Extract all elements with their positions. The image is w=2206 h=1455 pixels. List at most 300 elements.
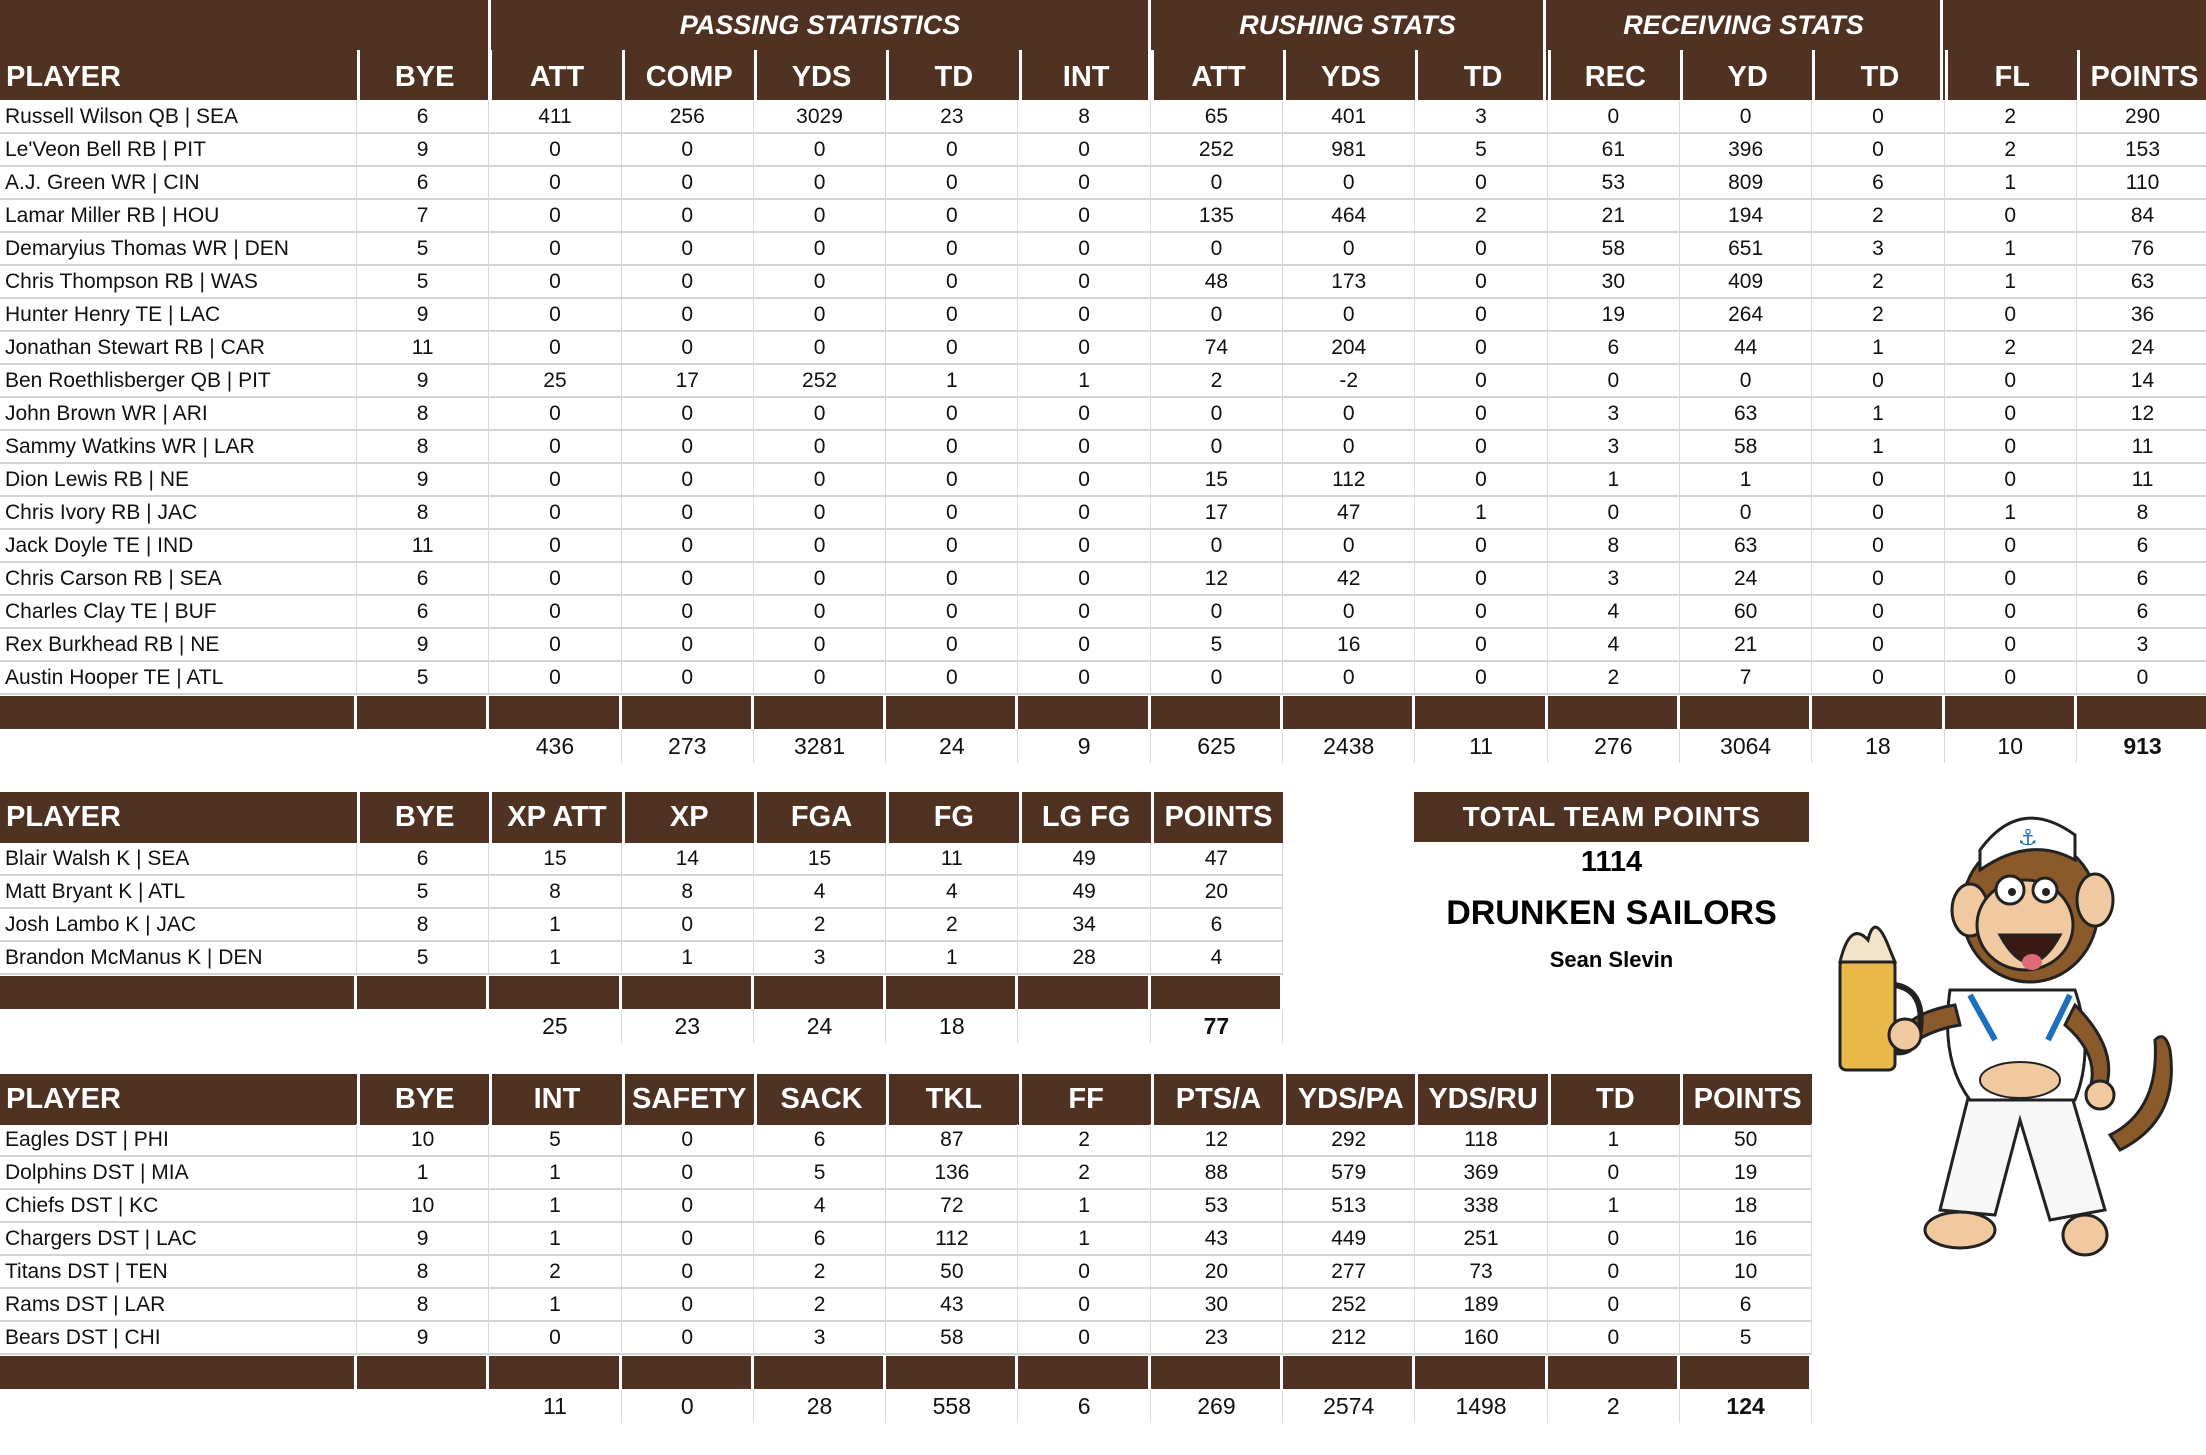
defense-col-header-sack[interactable]: SACK <box>754 1074 886 1125</box>
stat-cell: 0 <box>622 398 754 431</box>
stat-cell: 338 <box>1415 1190 1547 1223</box>
stat-cell: 1 <box>1548 464 1680 497</box>
stat-cell: 0 <box>489 497 621 530</box>
stat-cell: 0 <box>622 629 754 662</box>
stat-cell: 0 <box>1283 530 1415 563</box>
defense-col-header-td[interactable]: TD <box>1548 1074 1680 1125</box>
stat-cell: 9 <box>357 1223 489 1256</box>
stat-cell: 0 <box>886 200 1018 233</box>
stat-cell: 9 <box>357 1322 489 1355</box>
player-name-cell: Bears DST | CHI <box>0 1322 357 1355</box>
stat-cell: 1 <box>489 1223 621 1256</box>
defense-col-header-bye[interactable]: BYE <box>357 1074 489 1125</box>
column-total: 11 <box>1415 730 1547 763</box>
stat-cell: 0 <box>1945 563 2077 596</box>
kickers-table-row[interactable] <box>0 843 1283 876</box>
stat-cell: 5 <box>357 266 489 299</box>
separator-cell <box>1415 1356 1547 1389</box>
stat-cell: 0 <box>1415 365 1547 398</box>
player-name-cell: Dolphins DST | MIA <box>0 1157 357 1190</box>
rushing-group-label: RUSHING STATS <box>1150 0 1545 50</box>
stat-cell: 2 <box>1945 101 2077 134</box>
player-name-cell: A.J. Green WR | CIN <box>0 167 357 200</box>
offense-table-row[interactable] <box>0 332 2206 365</box>
stat-cell: 1 <box>489 1157 621 1190</box>
offense-col-header-td[interactable]: TD <box>1415 50 1547 100</box>
stat-cell: 0 <box>886 596 1018 629</box>
stat-cell: 0 <box>1151 596 1283 629</box>
stat-cell: 0 <box>1018 1289 1150 1322</box>
stat-cell: 290 <box>2077 101 2206 134</box>
stat-cell: 4 <box>754 876 886 909</box>
defense-col-header-int[interactable]: INT <box>489 1074 621 1125</box>
stat-cell: 87 <box>886 1124 1018 1157</box>
stat-cell: 2 <box>1548 662 1680 695</box>
column-total: 24 <box>886 730 1018 763</box>
offense-col-header-yd[interactable]: YD <box>1680 50 1812 100</box>
offense-col-header-bye[interactable]: BYE <box>357 50 489 100</box>
offense-col-header-yds[interactable]: YDS <box>1283 50 1415 100</box>
stat-cell: 49 <box>1018 876 1150 909</box>
stat-cell: 513 <box>1283 1190 1415 1223</box>
stat-cell: 0 <box>754 200 886 233</box>
stat-cell: 0 <box>1151 398 1283 431</box>
stat-cell: 0 <box>489 530 621 563</box>
stat-cell: 5 <box>1415 134 1547 167</box>
stat-cell: 9 <box>357 629 489 662</box>
stat-cell: 1 <box>622 942 754 975</box>
offense-table-row[interactable] <box>0 167 2206 200</box>
stat-cell: 47 <box>1283 497 1415 530</box>
stat-cell: 14 <box>2077 365 2206 398</box>
separator-cell <box>357 696 489 729</box>
stat-cell: 17 <box>622 365 754 398</box>
stat-cell: 8 <box>357 398 489 431</box>
stat-cell: 0 <box>1151 233 1283 266</box>
separator-cell <box>1945 696 2077 729</box>
stat-cell: 5 <box>357 876 489 909</box>
separator-cell <box>1151 976 1283 1009</box>
stat-cell: 0 <box>489 266 621 299</box>
sailor-monkey-mascot-icon <box>1820 790 2200 1260</box>
stat-cell: 0 <box>489 299 621 332</box>
stat-cell: 6 <box>1151 909 1283 942</box>
offense-table-row[interactable] <box>0 200 2206 233</box>
offense-totals-row <box>0 730 2206 763</box>
defense-col-header-safety[interactable]: SAFETY <box>622 1074 754 1125</box>
offense-table-row[interactable] <box>0 563 2206 596</box>
stat-cell: 0 <box>754 464 886 497</box>
stat-cell: 47 <box>1151 843 1283 876</box>
separator-cell <box>622 1356 754 1389</box>
stat-cell: 0 <box>1945 596 2077 629</box>
stat-cell: 0 <box>886 662 1018 695</box>
stat-cell: 8 <box>357 431 489 464</box>
kickers-col-header-bye[interactable]: BYE <box>357 792 489 843</box>
player-name-cell: Dion Lewis RB | NE <box>0 464 357 497</box>
points-total: 913 <box>2077 730 2206 763</box>
offense-col-header-int[interactable]: INT <box>1019 50 1151 100</box>
separator-cell <box>622 696 754 729</box>
kickers-col-header-xp-att[interactable]: XP ATT <box>489 792 621 843</box>
column-total: 625 <box>1151 730 1283 763</box>
column-total: 23 <box>622 1010 754 1043</box>
stat-cell: 2 <box>1812 266 1944 299</box>
stat-cell: 0 <box>1283 299 1415 332</box>
defense-col-header-yds-ru[interactable]: YDS/RU <box>1415 1074 1547 1125</box>
stat-cell: 6 <box>754 1124 886 1157</box>
separator-cell <box>886 1356 1018 1389</box>
stat-cell: 0 <box>1415 167 1547 200</box>
defense-table-row[interactable] <box>0 1124 1812 1157</box>
stat-cell: 2 <box>1945 134 2077 167</box>
column-total: 2574 <box>1283 1390 1415 1423</box>
stat-cell: 6 <box>357 167 489 200</box>
stat-cell: 0 <box>622 1124 754 1157</box>
stat-cell: 252 <box>1151 134 1283 167</box>
defense-col-header-ff[interactable]: FF <box>1019 1074 1151 1125</box>
stat-cell: 0 <box>1283 233 1415 266</box>
offense-col-header-yds[interactable]: YDS <box>754 50 886 100</box>
stat-cell: 8 <box>622 876 754 909</box>
stat-cell: 10 <box>357 1124 489 1157</box>
player-name-cell: Eagles DST | PHI <box>0 1124 357 1157</box>
stat-cell: 251 <box>1415 1223 1547 1256</box>
stat-cell: 0 <box>754 497 886 530</box>
stat-cell: 73 <box>1415 1256 1547 1289</box>
offense-table-row[interactable] <box>0 101 2206 134</box>
stat-cell: 0 <box>1548 1256 1680 1289</box>
stat-cell: 11 <box>357 332 489 365</box>
defense-table-row[interactable] <box>0 1289 1812 1322</box>
stat-cell: 0 <box>622 464 754 497</box>
divider <box>1940 0 1943 100</box>
offense-table-row[interactable] <box>0 266 2206 299</box>
kickers-col-header-lg-fg[interactable]: LG FG <box>1019 792 1151 843</box>
stat-cell: 9 <box>357 365 489 398</box>
kickers-table-row[interactable] <box>0 909 1283 942</box>
kickers-separator-bar <box>0 976 1283 1009</box>
kickers-col-header-xp[interactable]: XP <box>622 792 754 843</box>
stat-cell: 0 <box>1151 167 1283 200</box>
column-total: 273 <box>622 730 754 763</box>
player-name-cell: Jack Doyle TE | IND <box>0 530 357 563</box>
stat-cell: 0 <box>622 909 754 942</box>
stat-cell: 0 <box>754 332 886 365</box>
stat-cell: 0 <box>1415 629 1547 662</box>
offense-col-header-td[interactable]: TD <box>886 50 1018 100</box>
stat-cell: 0 <box>754 596 886 629</box>
stat-cell: 9 <box>357 299 489 332</box>
stat-cell: 0 <box>886 530 1018 563</box>
stat-cell: 135 <box>1151 200 1283 233</box>
offense-col-header-fl[interactable]: FL <box>1945 50 2077 100</box>
stat-cell: 0 <box>622 1322 754 1355</box>
stat-cell: 0 <box>622 662 754 695</box>
player-name-cell: Demaryius Thomas WR | DEN <box>0 233 357 266</box>
separator-cell <box>1018 976 1150 1009</box>
defense-totals-row <box>0 1390 1812 1423</box>
stat-cell: 30 <box>1548 266 1680 299</box>
stat-cell: 0 <box>1018 299 1150 332</box>
stat-cell: 2 <box>1415 200 1547 233</box>
stat-cell: 0 <box>1415 464 1547 497</box>
kickers-table-row[interactable] <box>0 876 1283 909</box>
stat-cell: 6 <box>2077 530 2206 563</box>
offense-col-header-td[interactable]: TD <box>1812 50 1944 100</box>
stat-cell: 0 <box>754 266 886 299</box>
separator-cell <box>489 1356 621 1389</box>
stat-cell: 0 <box>622 167 754 200</box>
stat-cell: 252 <box>754 365 886 398</box>
team-name: DRUNKEN SAILORS <box>1446 893 1777 932</box>
stat-cell: 0 <box>1018 1322 1150 1355</box>
stat-cell: 4 <box>1548 596 1680 629</box>
defense-table-row[interactable] <box>0 1322 1812 1355</box>
separator-cell <box>0 696 357 729</box>
column-total <box>0 1010 357 1043</box>
stat-cell: 30 <box>1151 1289 1283 1322</box>
stat-cell: 2 <box>886 909 1018 942</box>
defense-table-row[interactable] <box>0 1190 1812 1223</box>
offense-table-row[interactable] <box>0 134 2206 167</box>
stat-cell: 0 <box>1018 167 1150 200</box>
stat-cell: 9 <box>357 134 489 167</box>
stat-cell: 6 <box>357 596 489 629</box>
player-name-cell: Rams DST | LAR <box>0 1289 357 1322</box>
offense-table-row[interactable] <box>0 431 2206 464</box>
stat-cell: 396 <box>1680 134 1812 167</box>
player-name-cell: Charles Clay TE | BUF <box>0 596 357 629</box>
stat-cell: 8 <box>1018 101 1150 134</box>
stat-cell: 0 <box>1680 101 1812 134</box>
stat-cell: 58 <box>1548 233 1680 266</box>
stat-cell: 0 <box>1548 101 1680 134</box>
stat-cell: 0 <box>886 266 1018 299</box>
stat-cell: 0 <box>489 398 621 431</box>
stat-cell: 0 <box>489 134 621 167</box>
kickers-table-row[interactable] <box>0 942 1283 975</box>
stat-cell: 0 <box>886 233 1018 266</box>
defense-separator-bar <box>0 1356 1812 1389</box>
stat-cell: 63 <box>1680 530 1812 563</box>
stat-cell: 0 <box>622 1256 754 1289</box>
kickers-col-header-player[interactable]: PLAYER <box>0 792 357 843</box>
stat-cell: 43 <box>886 1289 1018 1322</box>
stat-cell: 0 <box>2077 662 2206 695</box>
stat-cell: 1 <box>489 909 621 942</box>
stat-cell: 2 <box>489 1256 621 1289</box>
stat-cell: 1 <box>1945 266 2077 299</box>
player-name-cell: Blair Walsh K | SEA <box>0 843 357 876</box>
offense-table-row[interactable] <box>0 365 2206 398</box>
stat-cell: 0 <box>1018 662 1150 695</box>
stat-cell: 11 <box>886 843 1018 876</box>
column-total: 18 <box>1812 730 1944 763</box>
stat-cell: 0 <box>754 629 886 662</box>
offense-table-row[interactable] <box>0 497 2206 530</box>
stat-cell: 74 <box>1151 332 1283 365</box>
offense-table-row[interactable] <box>0 398 2206 431</box>
stat-cell: 0 <box>1812 563 1944 596</box>
kickers-col-header-fg[interactable]: FG <box>886 792 1018 843</box>
stat-cell: 84 <box>2077 200 2206 233</box>
column-total: 10 <box>1945 730 2077 763</box>
player-name-cell: Chiefs DST | KC <box>0 1190 357 1223</box>
stat-cell: 1 <box>1018 1223 1150 1256</box>
stat-cell: 112 <box>1283 464 1415 497</box>
defense-col-header-yds-pa[interactable]: YDS/PA <box>1283 1074 1415 1125</box>
stat-cell: 0 <box>622 134 754 167</box>
stat-cell: 2 <box>754 1289 886 1322</box>
offense-table-row[interactable] <box>0 629 2206 662</box>
column-total <box>357 1010 489 1043</box>
column-total <box>0 1390 357 1423</box>
stat-cell: 0 <box>1812 629 1944 662</box>
offense-col-header-att[interactable]: ATT <box>489 50 621 100</box>
separator-cell <box>1151 1356 1283 1389</box>
stat-cell: 11 <box>357 530 489 563</box>
stat-cell: 6 <box>357 843 489 876</box>
separator-cell <box>1812 696 1944 729</box>
stat-cell: 60 <box>1680 596 1812 629</box>
stat-cell: 3 <box>754 1322 886 1355</box>
separator-cell <box>1548 1356 1680 1389</box>
stat-cell: 58 <box>1680 431 1812 464</box>
kickers-col-header-points[interactable]: POINTS <box>1151 792 1283 843</box>
stat-cell: 2 <box>1018 1124 1150 1157</box>
stat-cell: 0 <box>1018 332 1150 365</box>
stat-cell: 8 <box>2077 497 2206 530</box>
stat-cell: 16 <box>1283 629 1415 662</box>
separator-cell <box>754 976 886 1009</box>
player-name-cell: Chris Ivory RB | JAC <box>0 497 357 530</box>
stat-cell: 0 <box>489 431 621 464</box>
stat-cell: 0 <box>1283 431 1415 464</box>
offense-table-row[interactable] <box>0 596 2206 629</box>
offense-table-row[interactable] <box>0 662 2206 695</box>
stat-cell: 65 <box>1151 101 1283 134</box>
stat-cell: 0 <box>1018 464 1150 497</box>
total-team-points-value: 1114 <box>1580 845 1643 878</box>
stat-cell: 50 <box>886 1256 1018 1289</box>
stat-cell: 0 <box>1283 398 1415 431</box>
column-total: 24 <box>754 1010 886 1043</box>
stat-cell: 0 <box>489 1322 621 1355</box>
stat-cell: 20 <box>1151 1256 1283 1289</box>
stat-cell: 0 <box>489 662 621 695</box>
stat-cell: 110 <box>2077 167 2206 200</box>
stat-cell: 0 <box>622 266 754 299</box>
column-total: 2438 <box>1283 730 1415 763</box>
stat-cell: 0 <box>489 167 621 200</box>
defense-table-row[interactable] <box>0 1157 1812 1190</box>
stat-cell: 1 <box>886 942 1018 975</box>
separator-cell <box>357 1356 489 1389</box>
defense-col-header-pts-a[interactable]: PTS/A <box>1151 1074 1283 1125</box>
column-total: 3064 <box>1680 730 1812 763</box>
offense-col-header-points[interactable]: POINTS <box>2077 50 2206 100</box>
defense-table-row[interactable] <box>0 1223 1812 1256</box>
stat-cell: 24 <box>2077 332 2206 365</box>
stat-cell: 2 <box>1812 200 1944 233</box>
stat-cell: 0 <box>754 563 886 596</box>
player-name-cell: Ben Roethlisberger QB | PIT <box>0 365 357 398</box>
defense-col-header-points[interactable]: POINTS <box>1680 1074 1812 1125</box>
stat-cell: 25 <box>489 365 621 398</box>
column-total: 558 <box>886 1390 1018 1423</box>
offense-col-header-att[interactable]: ATT <box>1151 50 1283 100</box>
stat-cell: 88 <box>1151 1157 1283 1190</box>
stat-cell: 411 <box>489 101 621 134</box>
stat-cell: 0 <box>1283 662 1415 695</box>
defense-col-header-tkl[interactable]: TKL <box>886 1074 1018 1125</box>
stat-cell: 264 <box>1680 299 1812 332</box>
stat-cell: 3 <box>1812 233 1944 266</box>
column-total: 436 <box>489 730 621 763</box>
stat-cell: 58 <box>886 1322 1018 1355</box>
stat-cell: 809 <box>1680 167 1812 200</box>
player-name-cell: Jonathan Stewart RB | CAR <box>0 332 357 365</box>
stat-cell: 0 <box>1018 398 1150 431</box>
stat-cell: 0 <box>1548 1322 1680 1355</box>
stat-cell: 0 <box>754 398 886 431</box>
defense-col-header-player[interactable]: PLAYER <box>0 1074 357 1125</box>
stat-cell: 61 <box>1548 134 1680 167</box>
stat-cell: 5 <box>754 1157 886 1190</box>
offense-table-row[interactable] <box>0 233 2206 266</box>
stat-cell: 112 <box>886 1223 1018 1256</box>
offense-table-row[interactable] <box>0 530 2206 563</box>
stat-cell: -2 <box>1283 365 1415 398</box>
separator-cell <box>0 976 357 1009</box>
passing-group-label: PASSING STATISTICS <box>490 0 1150 50</box>
stat-cell: 8 <box>357 497 489 530</box>
column-total: 11 <box>489 1390 621 1423</box>
stat-cell: 28 <box>1018 942 1150 975</box>
stat-cell: 0 <box>1945 365 2077 398</box>
stat-cell: 3 <box>754 942 886 975</box>
kickers-col-header-fga[interactable]: FGA <box>754 792 886 843</box>
stat-cell: 0 <box>1151 299 1283 332</box>
stat-cell: 0 <box>622 497 754 530</box>
stat-cell: 2 <box>1151 365 1283 398</box>
offense-col-header-player[interactable]: PLAYER <box>0 50 357 100</box>
stat-cell: 72 <box>886 1190 1018 1223</box>
divider <box>488 0 491 100</box>
stat-cell: 0 <box>1415 596 1547 629</box>
stat-cell: 24 <box>1680 563 1812 596</box>
defense-table-row[interactable] <box>0 1256 1812 1289</box>
offense-col-header-comp[interactable]: COMP <box>622 50 754 100</box>
separator-cell <box>2077 696 2206 729</box>
stat-cell: 2 <box>754 1256 886 1289</box>
stat-cell: 7 <box>1680 662 1812 695</box>
offense-table-row[interactable] <box>0 299 2206 332</box>
column-total: 0 <box>622 1390 754 1423</box>
stat-cell: 0 <box>1018 596 1150 629</box>
stat-cell: 8 <box>357 909 489 942</box>
stat-cell: 0 <box>886 332 1018 365</box>
stat-cell: 12 <box>1151 1124 1283 1157</box>
player-name-cell: Titans DST | TEN <box>0 1256 357 1289</box>
total-team-points-label: TOTAL TEAM POINTS <box>1414 792 1809 842</box>
offense-table-row[interactable] <box>0 464 2206 497</box>
stat-cell: 0 <box>1018 629 1150 662</box>
player-name-cell: Russell Wilson QB | SEA <box>0 101 357 134</box>
stat-cell: 44 <box>1680 332 1812 365</box>
offense-col-header-rec[interactable]: REC <box>1548 50 1680 100</box>
